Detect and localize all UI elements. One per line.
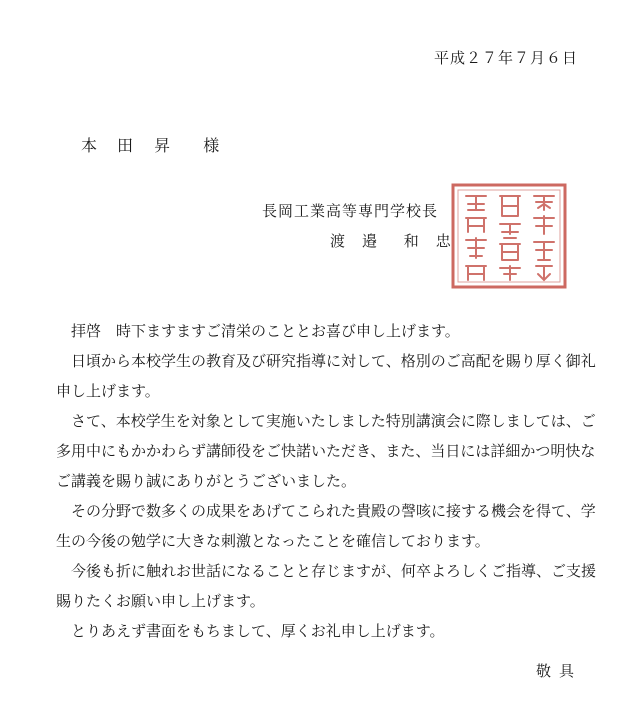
sender-organization: 長岡工業高等専門学校長 [262, 202, 439, 220]
recipient-surname: 本 田 [81, 136, 136, 155]
paragraph-greeting: 拝啓 時下ますますご清栄のこととお喜び申し上げます。 [71, 322, 460, 340]
official-seal-stamp [450, 182, 568, 290]
closing-salutation: 敬具 [535, 662, 582, 680]
paragraph-closing-thanks: とりあえず書面をもちまして、厚くお礼申し上げます。 [71, 622, 445, 640]
paragraph-gratitude: 日頃から本校学生の教育及び研究指導に対して、格別のご高配を賜り厚く御礼申し上げます。 [56, 352, 596, 400]
sender-given-name: 和 忠 [403, 232, 452, 250]
sender-name [330, 230, 466, 251]
recipient [81, 133, 221, 156]
paragraph-lecture-thanks: さて、本校学生を対象として実施いたしました特別講演会に際しましては、ご多用中にもかかわらず講師役をご快諾いただき、また、当日には詳細かつ明快なご講義を賜り誠にありがとうございました。 [56, 412, 596, 490]
sender-surname: 渡 邉 [330, 232, 379, 250]
recipient-honorific: 様 [203, 136, 222, 155]
letter-body [56, 316, 596, 646]
paragraph-future-request: 今後も折に触れお世話になることと存じますが、何卒よろしくご指導、ご支援賜りたくお願い申し上げます。 [56, 562, 597, 610]
recipient-given-name: 昇 [154, 136, 173, 155]
letter-date: 平成２７年７月６日 [433, 49, 578, 67]
paragraph-impact: その分野で数多くの成果をあげてこられた貴殿の謦咳に接する機会を得て、学生の今後の勉学に大きな刺激となったことを確信しております。 [56, 502, 596, 550]
